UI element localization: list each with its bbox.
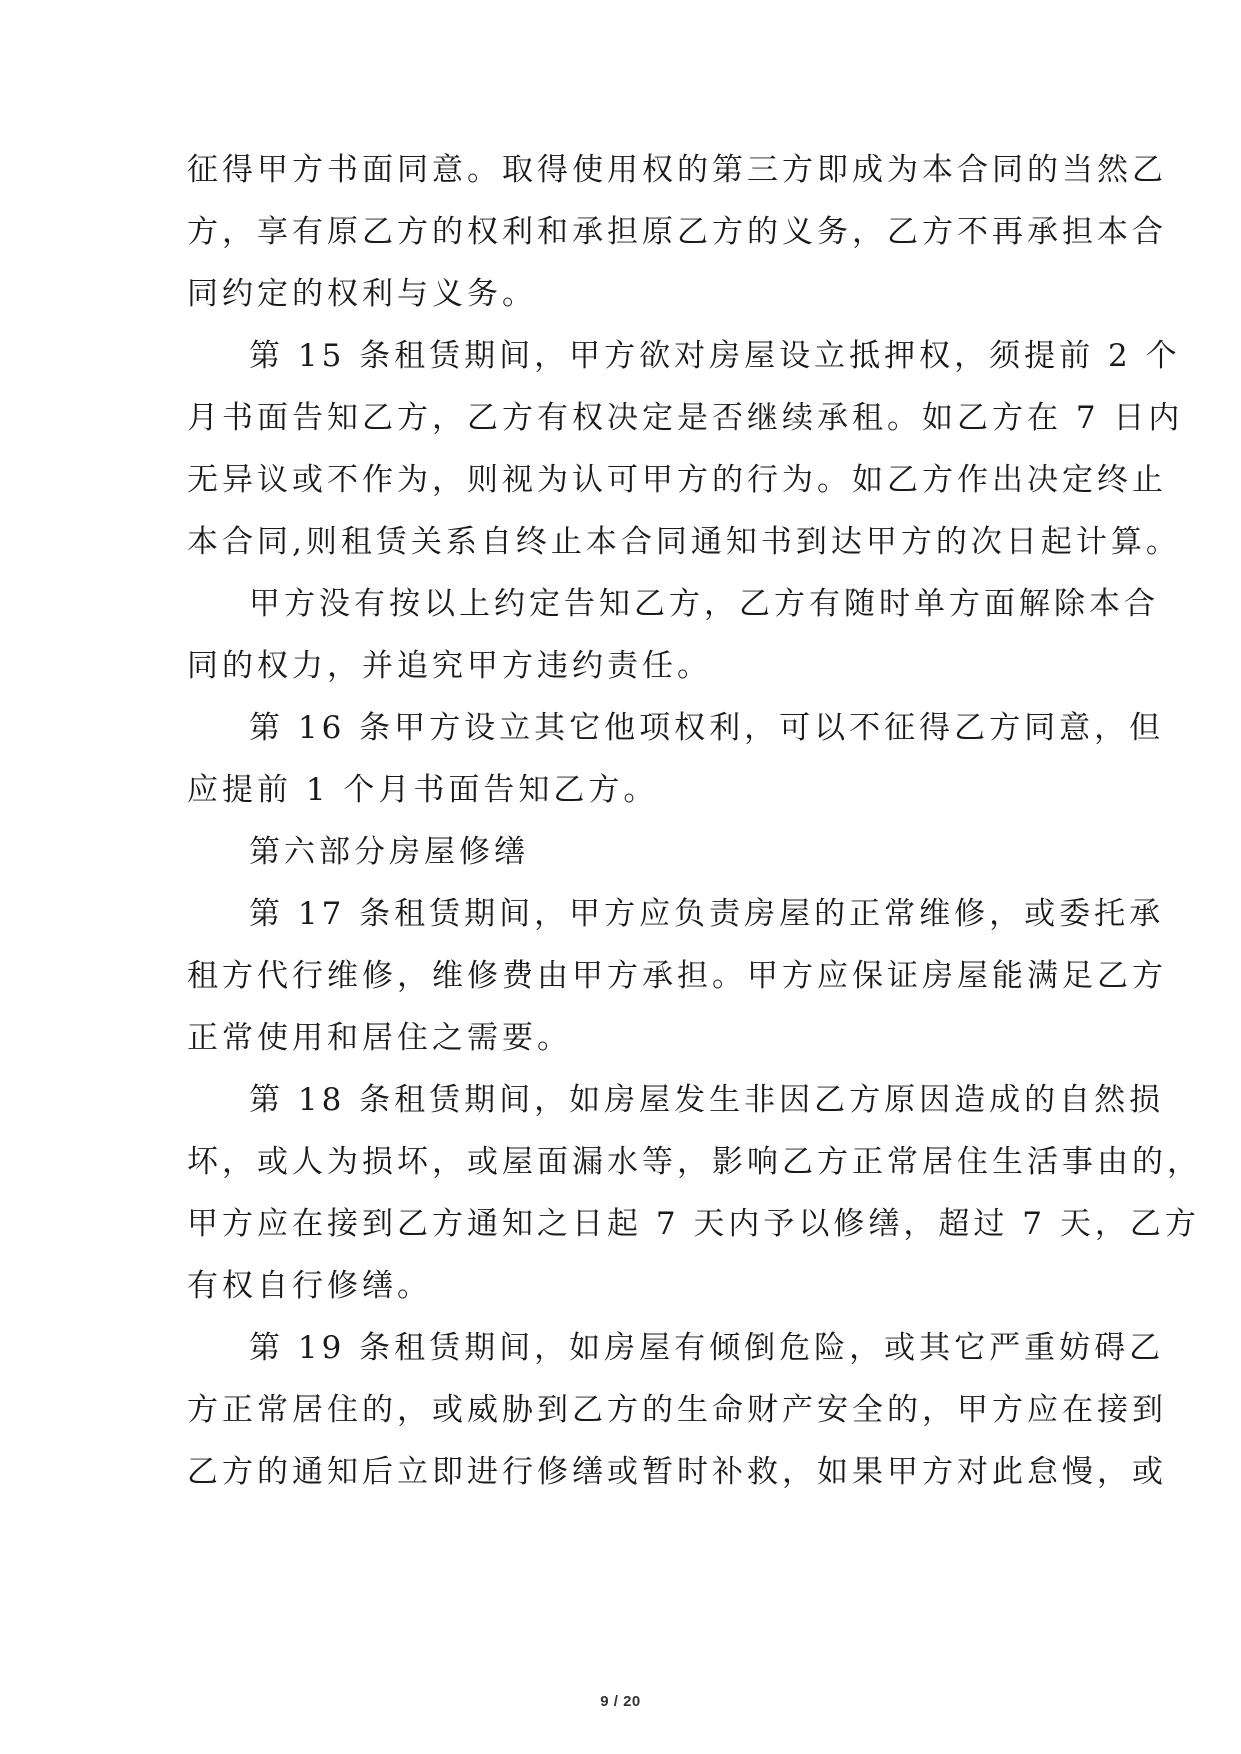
article-19-heading-line: 第 19 条租赁期间，如房屋有倾倒危险，或其它严重妨碍乙 — [249, 1330, 1165, 1366]
paragraph-start-line: 甲方没有按以上约定告知乙方，乙方有随时单方面解除本合 — [249, 586, 1159, 622]
text-line: 同的权力，并追究甲方违约责任。 — [187, 648, 712, 684]
text-line: 方正常居住的，或威胁到乙方的生命财产安全的，甲方应在接到 — [187, 1392, 1167, 1428]
text-line: 同约定的权利与义务。 — [187, 276, 537, 312]
section-heading: 第六部分房屋修缮 — [249, 834, 529, 870]
text-line: 方，享有原乙方的权利和承担原乙方的义务，乙方不再承担本合 — [187, 214, 1167, 250]
page-number: 9 / 20 — [600, 1693, 641, 1710]
text-line: 有权自行修缮。 — [187, 1268, 432, 1304]
text-line: 月书面告知乙方，乙方有权决定是否继续承租。如乙方在 7 日内 — [187, 400, 1184, 436]
text-line: 甲方应在接到乙方通知之日起 7 天内予以修缮，超过 7 天，乙方 — [187, 1206, 1200, 1242]
text-line: 应提前 1 个月书面告知乙方。 — [187, 772, 659, 808]
text-line: 乙方的通知后立即进行修缮或暂时补救，如果甲方对此怠慢，或 — [187, 1454, 1167, 1490]
text-line: 无异议或不作为，则视为认可甲方的行为。如乙方作出决定终止 — [187, 462, 1167, 498]
article-15-heading-line: 第 15 条租赁期间，甲方欲对房屋设立抵押权，须提前 2 个 — [249, 338, 1181, 374]
text-line: 征得甲方书面同意。取得使用权的第三方即成为本合同的当然乙 — [187, 152, 1167, 188]
text-line: 坏，或人为损坏，或屋面漏水等，影响乙方正常居住生活事由的， — [187, 1144, 1202, 1180]
text-line: 租方代行维修，维修费由甲方承担。甲方应保证房屋能满足乙方 — [187, 958, 1167, 994]
text-line: 本合同,则租赁关系自终止本合同通知书到达甲方的次日起计算。 — [187, 524, 1181, 560]
text-line: 正常使用和居住之需要。 — [187, 1020, 572, 1056]
article-16-heading-line: 第 16 条甲方设立其它他项权利，可以不征得乙方同意，但 — [249, 710, 1165, 746]
article-18-heading-line: 第 18 条租赁期间，如房屋发生非因乙方原因造成的自然损 — [249, 1082, 1165, 1118]
article-17-heading-line: 第 17 条租赁期间，甲方应负责房屋的正常维修，或委托承 — [249, 896, 1165, 932]
